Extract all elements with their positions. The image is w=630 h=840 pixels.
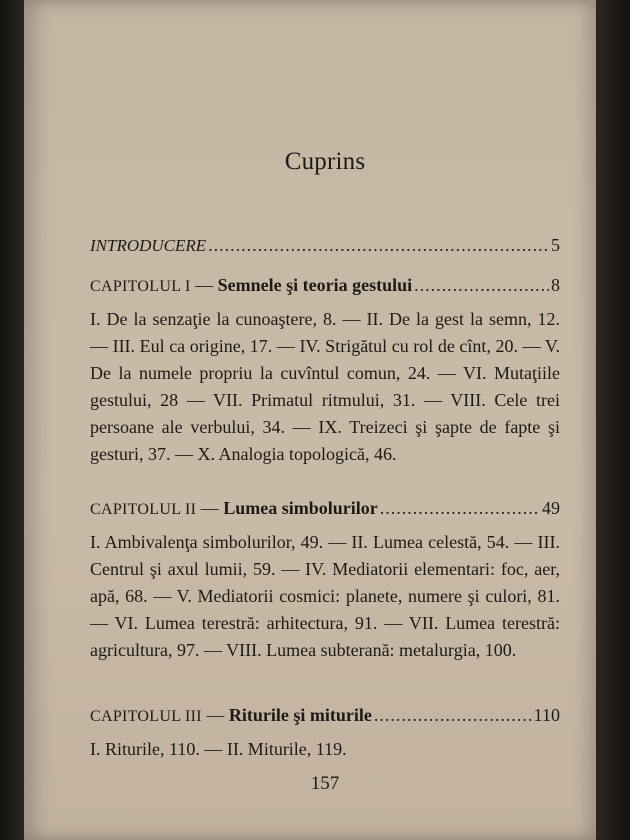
dot-leader [380,498,540,519]
chapter-1-prefix: CAPITOLUL I [90,278,191,295]
chapter-3-dash: — [206,705,229,725]
introduction-page: 5 [551,235,560,255]
toc-entry-introduction [90,235,560,256]
chapter-2-page: 49 [542,498,560,518]
chapter-3-page: 110 [533,705,560,725]
chapter-1-dash: — [195,275,218,295]
page-number-footer: 157 [310,773,340,794]
toc-entry-chapter-1 [90,275,560,296]
chapter-2-dash: — [200,498,224,518]
chapter-2-title: Lumea simbolurilor [223,498,378,518]
chapter-1-heading [90,275,412,296]
chapter-3-heading [90,705,372,726]
chapter-2-prefix: CAPITOLUL II [90,501,197,518]
chapter-3-prefix: CAPITOLUL III [90,708,202,725]
introduction-label: INTRODUCERE [90,236,207,255]
dot-leader [374,705,532,726]
dot-leader [414,275,549,296]
chapter-1-summary: I. De la senzaţie la cunoaştere, 8. — II. De la gest la semn, 12. — III. Eul ca origine, 17. — IV. Strigătul cu rol de cînt, 20. — V. De la numele propriu la cuvîntul comun, 24. — VI. Mutaţiile gestului, 28 — VII. Primatul ritmului, 31. — VIII. Cele trei persoane ale verbului, 34. — IX. Treizeci şi şapte de fapte şi gesturi, 37. — X. Analogia topologică, 46. [90,309,560,464]
chapter-2-heading [90,498,378,519]
toc-entry-chapter-2 [90,498,560,519]
chapter-3-title: Riturile şi miturile [228,705,372,725]
page-title: Cuprins [284,148,366,175]
chapter-3-summary: I. Riturile, 110. — II. Miturile, 119. [90,739,347,759]
chapter-2-summary: I. Ambivalenţa simbolurilor, 49. — II. Lumea celestă, 54. — III. Centrul şi axul lumii, 59. — IV. Mediatorii elementari: foc, aer, apă, 68. — V. Mediatorii cosmici: planete, numere şi culori, 81. — VI. Lumea terestră: arhitectura, 91. — VII. Lumea terestră: agricultura, 97. — VIII. Lumea subterană: metalurgia, 100. [90,532,560,660]
dot-leader [208,235,549,256]
toc-entry-chapter-3 [90,705,560,726]
chapter-1-title: Semnele şi teoria gestului [217,275,413,295]
book-page [24,0,596,840]
chapter-1-page: 8 [551,275,560,295]
